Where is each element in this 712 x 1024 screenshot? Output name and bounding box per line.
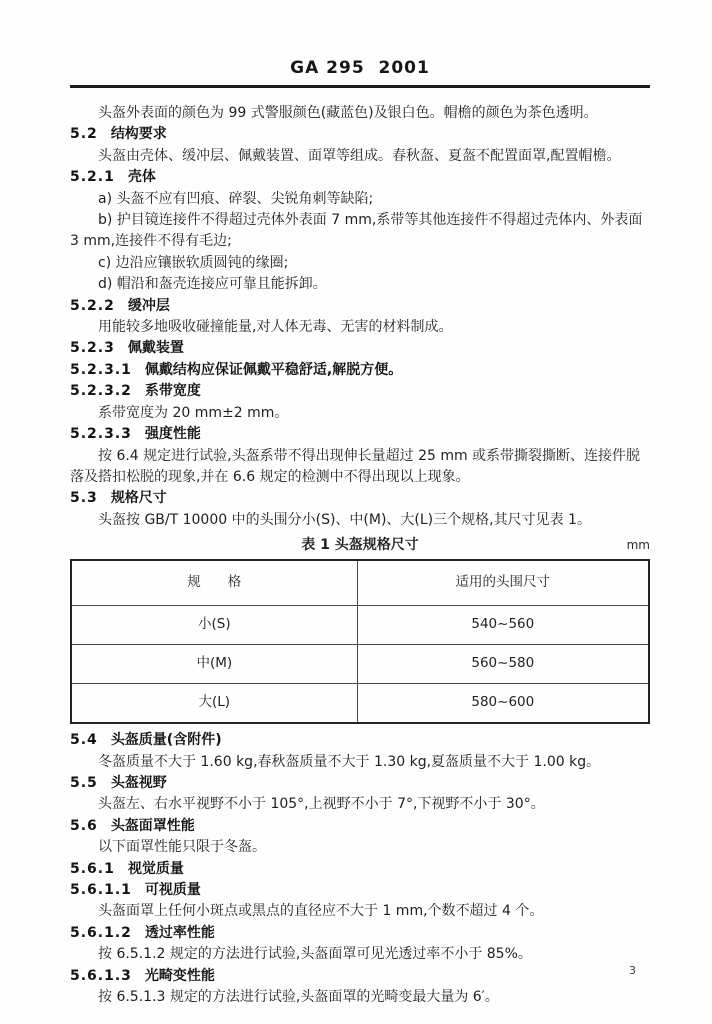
table-row (71, 645, 649, 684)
section-title: 强度性能 (144, 426, 201, 443)
page-number: 3 (629, 964, 636, 977)
section-title: 光畸变性能 (144, 967, 215, 984)
section-heading (70, 816, 650, 837)
paragraph: 头盔面罩上任何小斑点或黑点的直径应不大于 1 mm,个数不超过 4 个。 (98, 903, 544, 920)
paragraph: a) 头盔不应有凹痕、碎裂、尖锐角刺等缺陷; (98, 190, 374, 207)
paragraph: d) 帽沿和盔壳连接应可靠且能拆卸。 (98, 276, 327, 293)
section-title: 系带宽度 (144, 383, 201, 400)
table-caption (70, 535, 650, 555)
section-number: 5.2.3.1 (70, 361, 132, 378)
section-heading (70, 773, 650, 794)
section-number: 5.2.3.3 (70, 426, 132, 443)
section-heading (70, 424, 650, 445)
paragraph: b) 护目镜连接件不得超过壳体外表面 7 mm,系带等其他连接件不得超过壳体内、外表面 3 mm,连接件不得有毛边; (70, 212, 643, 250)
paragraph: 系带宽度为 20 mm±2 mm。 (98, 404, 289, 421)
head-circumference-cell: 560~580 (357, 645, 649, 684)
section-heading (70, 880, 650, 901)
section-number: 5.4 (70, 732, 98, 749)
paragraph: 以下面罩性能只限于冬盔。 (98, 839, 266, 856)
section-heading (70, 859, 650, 880)
size-cell: 中(M) (71, 645, 357, 684)
section-number: 5.5 (70, 774, 98, 791)
document-body (70, 103, 650, 1008)
section-heading (70, 360, 650, 381)
section-heading (70, 923, 650, 944)
header-rule (70, 85, 650, 88)
section-title: 可视质量 (144, 881, 201, 898)
section-number: 5.2.1 (70, 169, 115, 186)
paragraph: 按 6.5.1.2 规定的方法进行试验,头盔面罩可见光透过率不小于 85%。 (98, 946, 532, 963)
section-title: 头盔面罩性能 (110, 817, 195, 834)
section-number: 5.2.2 (70, 297, 115, 314)
section-title: 结构要求 (110, 126, 167, 143)
section-number: 5.2 (70, 126, 98, 143)
column-header: 规 格 (71, 560, 357, 606)
section-heading (70, 381, 650, 402)
section-title: 佩戴结构应保证佩戴平稳舒适,解脱方便。 (144, 361, 403, 378)
paragraph: 头盔按 GB/T 10000 中的头围分小(S)、中(M)、大(L)三个规格,其尺寸见表 1。 (98, 511, 591, 528)
section-title: 头盔质量(含附件) (110, 732, 222, 749)
section-title: 壳体 (127, 169, 156, 186)
size-cell: 小(S) (71, 606, 357, 645)
paragraph: 按 6.4 规定进行试验,头盔系带不得出现伸长量超过 25 mm 或系带撕裂撕断、连接件脱落及搭扣松脱的现象,并在 6.6 规定的检测中不得出现以上现象。 (70, 447, 641, 485)
spec-table-body (71, 606, 649, 724)
section-heading (70, 488, 650, 509)
section-title: 缓冲层 (127, 297, 170, 314)
spec-table-head (71, 560, 649, 606)
paragraph: 头盔外表面的颜色为 99 式警服颜色(藏蓝色)及银白色。帽檐的颜色为茶色透明。 (98, 105, 598, 121)
section-heading (70, 167, 650, 188)
paragraph: 头盔左、右水平视野不小于 105°,上视野不小于 7°,下视野不小于 30°。 (98, 796, 545, 813)
doc-code: GA 295 2001 (290, 58, 430, 78)
spec-table-block (70, 535, 650, 724)
paragraph: c) 边沿应镶嵌软质圆钝的缘圈; (98, 254, 289, 271)
section-number: 5.6.1.3 (70, 967, 132, 984)
section-title: 头盔视野 (110, 774, 167, 791)
table-header-row (71, 560, 649, 606)
section-title: 透过率性能 (144, 924, 215, 941)
section-heading (70, 338, 650, 359)
table-title: 表 1 头盔规格尺寸 (301, 537, 419, 554)
section-heading (70, 296, 650, 317)
section-number: 5.2.3 (70, 340, 115, 357)
section-number: 5.6.1.2 (70, 924, 132, 941)
section-title: 规格尺寸 (110, 490, 167, 507)
section-number: 5.2.3.2 (70, 383, 132, 400)
paragraph: 头盔由壳体、缓冲层、佩戴装置、面罩等组成。春秋盔、夏盔不配置面罩,配置帽檐。 (98, 147, 621, 164)
table-unit-label: mm (626, 538, 650, 553)
section-number: 5.6 (70, 817, 98, 834)
section-heading (70, 124, 650, 145)
column-header: 适用的头围尺寸 (357, 560, 649, 606)
table-row (71, 606, 649, 645)
head-circumference-cell: 540~560 (357, 606, 649, 645)
section-heading (70, 966, 650, 987)
size-cell: 大(L) (71, 684, 357, 724)
section-title: 佩戴装置 (127, 340, 184, 357)
section-number: 5.6.1 (70, 860, 115, 877)
section-number: 5.3 (70, 490, 98, 507)
section-number: 5.6.1.1 (70, 881, 132, 898)
head-circumference-cell: 580~600 (357, 684, 649, 724)
section-title: 视觉质量 (127, 860, 184, 877)
paragraph: 冬盔质量不大于 1.60 kg,春秋盔质量不大于 1.30 kg,夏盔质量不大于 1.00 kg。 (98, 753, 601, 770)
spec-table (70, 559, 650, 724)
paragraph: 用能较多地吸收碰撞能量,对人体无毒、无害的材料制成。 (98, 319, 453, 336)
table-row (71, 684, 649, 724)
paragraph: 按 6.5.1.3 规定的方法进行试验,头盔面罩的光畸变最大量为 6′。 (98, 989, 499, 1005)
section-heading (70, 730, 650, 751)
